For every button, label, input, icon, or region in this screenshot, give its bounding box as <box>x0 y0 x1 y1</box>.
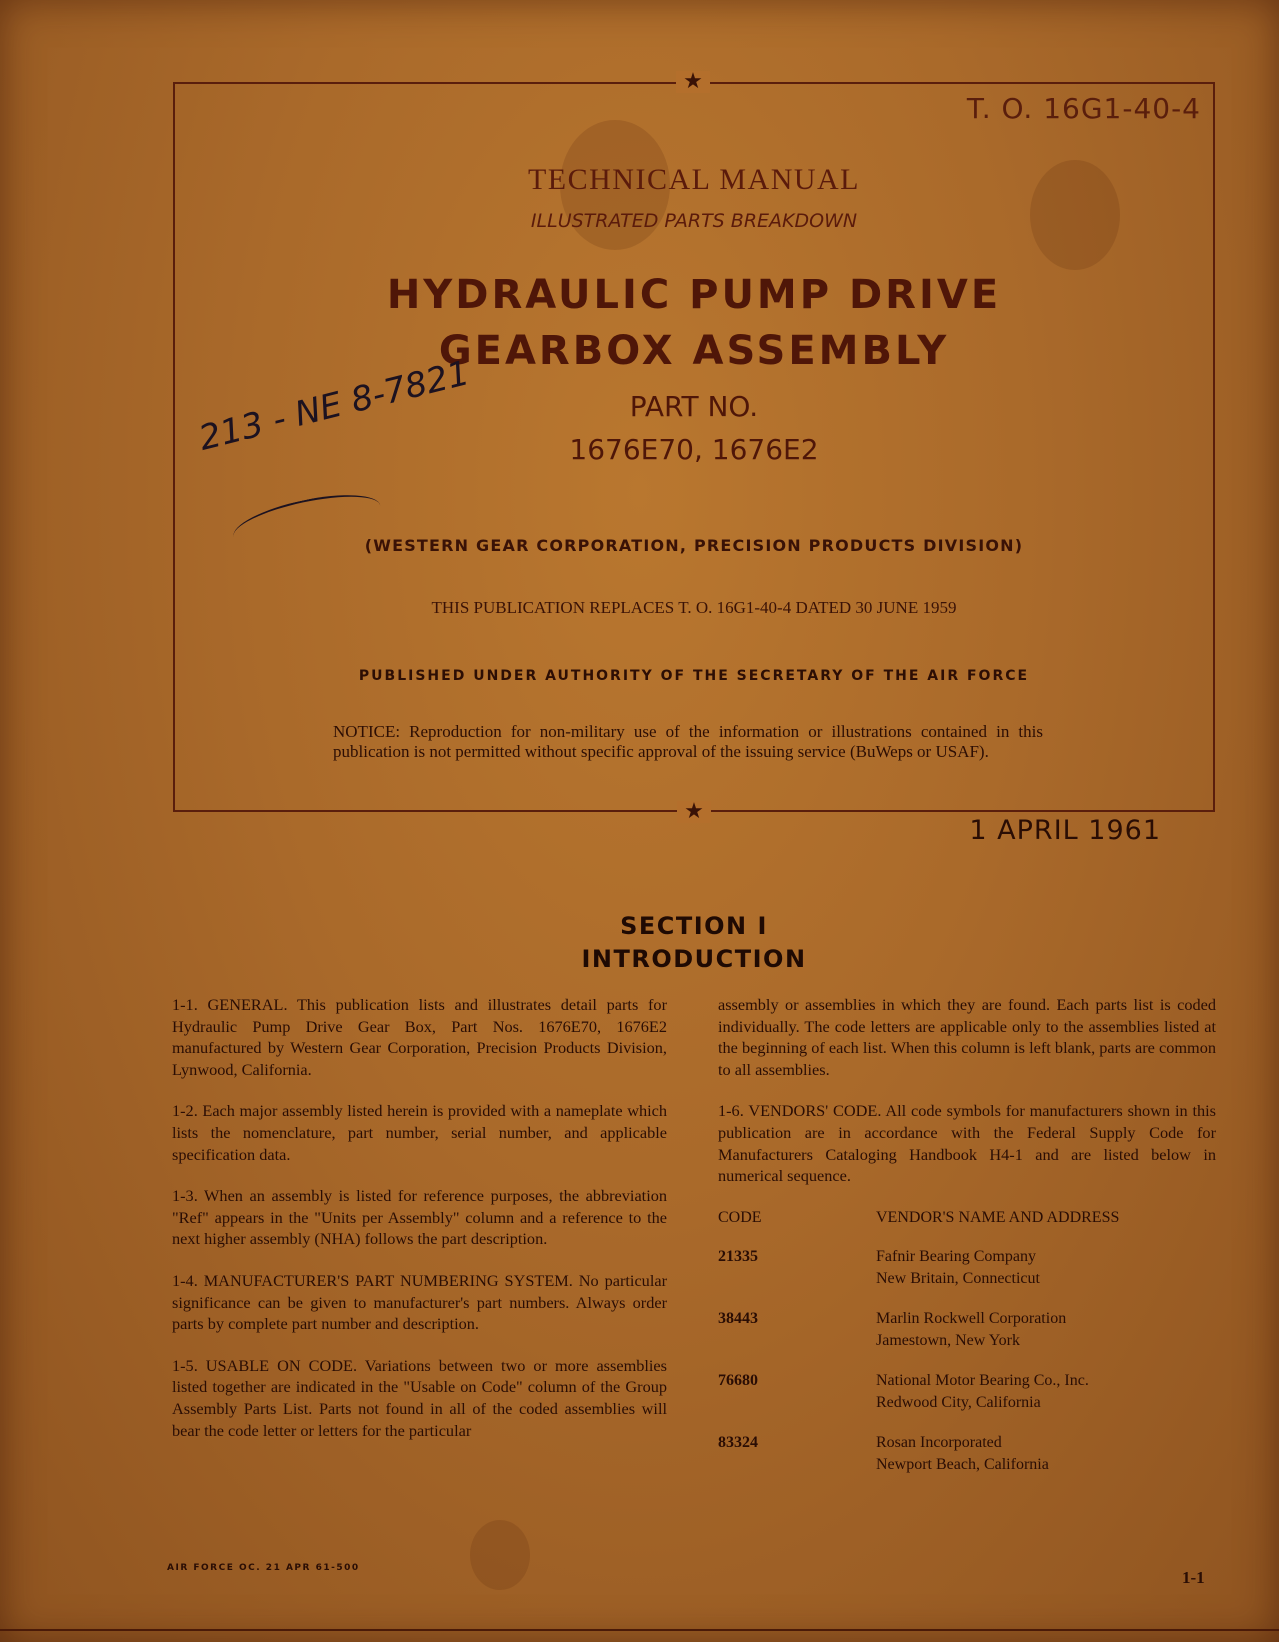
vendor-code: 76680 <box>718 1372 758 1390</box>
reproduction-notice: NOTICE: Reproduction for non-military use of the information or illustrations contained in this publication is not permitted without specific approval of the issuing service (BuWeps or USAF). <box>333 722 1043 761</box>
star-icon: ★ <box>677 801 711 823</box>
vendor-address: Newport Beach, California <box>876 1456 1049 1474</box>
vendor-address: New Britain, Connecticut <box>876 1270 1040 1288</box>
table-row <box>718 1308 1216 1370</box>
paragraph-1-5: 1-5. USABLE ON CODE. Variations between two or more assemblies listed together are indicated in the "Usable on Code" column of the Group Assembly Parts List. Parts not found in all of the coded assemblies will bear the code letter or letters for the particular <box>172 1355 667 1440</box>
manual-type: TECHNICAL MANUAL <box>527 163 861 196</box>
vendor-info <box>876 1308 1216 1370</box>
bottom-rule <box>0 1629 1279 1631</box>
vendor-code: 21335 <box>718 1248 758 1266</box>
paragraph-1-2: 1-2. Each major assembly listed herein is provided with a nameplate which lists the nomenclature, part number, serial number, and applicable specification data. <box>172 1101 667 1164</box>
part-numbers: 1676E70, 1676E2 <box>569 433 819 466</box>
fingerprint-stain <box>470 1520 530 1590</box>
vendor-name: National Motor Bearing Co., Inc. <box>876 1372 1089 1390</box>
star-icon: ★ <box>676 71 710 93</box>
paragraph-1-6: 1-6. VENDORS' CODE. All code symbols for manufacturers shown in this publication are in accordance with the Federal Supply Code for Manufacturers Cataloging Handbook H4-1 and are listed below in numerical sequence. <box>718 1101 1216 1186</box>
section-number: SECTION I <box>620 912 768 940</box>
vendor-name: Rosan Incorporated <box>876 1434 1002 1452</box>
table-row <box>718 1246 1216 1308</box>
vendor-address: Jamestown, New York <box>876 1332 1020 1350</box>
vendor-info <box>876 1370 1216 1432</box>
vendor-info <box>876 1246 1216 1308</box>
paragraph-1-4: 1-4. MANUFACTURER'S PART NUMBERING SYSTEM. No particular significance can be given to manufacturer's part numbers. Always order parts by complete part number and description. <box>172 1270 667 1334</box>
document-title-line2: GEARBOX ASSEMBLY <box>438 328 950 374</box>
page-number: 1-1 <box>1182 1568 1205 1587</box>
publication-date: 1 APRIL 1961 <box>969 815 1161 846</box>
supersedes-notice: THIS PUBLICATION REPLACES T. O. 16G1-40-4 DATED 30 JUNE 1959 <box>431 598 957 617</box>
part-number-label: PART NO. <box>629 390 759 423</box>
document-title-line1: HYDRAULIC PUMP DRIVE <box>386 272 1002 318</box>
vendor-address: Redwood City, California <box>876 1394 1041 1412</box>
manual-subtype: ILLUSTRATED PARTS BREAKDOWN <box>530 210 858 232</box>
right-column <box>718 994 1216 1494</box>
technical-order-number: T. O. 16G1-40-4 <box>966 92 1201 125</box>
table-header-row <box>718 1207 1216 1247</box>
column-header-code: CODE <box>718 1208 762 1226</box>
section-title: INTRODUCTION <box>581 945 807 973</box>
vendor-name: Fafnir Bearing Company <box>876 1248 1036 1266</box>
left-column <box>172 994 667 1461</box>
vendor-info <box>876 1432 1216 1494</box>
column-header-vendor: VENDOR'S NAME AND ADDRESS <box>876 1208 1120 1226</box>
vendor-code: 83324 <box>718 1434 758 1452</box>
paragraph-1-1: 1-1. GENERAL. This publication lists and illustrates detail parts for Hydraulic Pump Drive Gear Box, Part Nos. 1676E70, 1676E2 manufactured by Western Gear Corporation, Precision Products Division, Lynwood, California. <box>172 995 667 1079</box>
paragraph-1-3: 1-3. When an assembly is listed for reference purposes, the abbreviation "Ref" appears in the "Units per Assembly" column and a reference to the next higher assembly (NHA) follows the part description. <box>172 1186 667 1249</box>
vendor-code-table <box>718 1207 1216 1495</box>
table-row <box>718 1432 1216 1494</box>
table-row <box>718 1370 1216 1432</box>
authority-statement: PUBLISHED UNDER AUTHORITY OF THE SECRETARY OF THE AIR FORCE <box>358 668 1030 684</box>
printer-imprint: AIR FORCE OC. 21 APR 61-500 <box>167 1563 360 1573</box>
vendor-name: Marlin Rockwell Corporation <box>876 1310 1067 1328</box>
handwritten-note: 213 - NE 8-7821 <box>195 353 474 459</box>
paragraph-1-5-continued: assembly or assemblies in which they are found. Each parts list is coded individually. The code letters are applicable only to the assemblies listed at the beginning of each list. When this column is left blank, parts are common to all assemblies. <box>718 995 1216 1079</box>
vendor-code: 38443 <box>718 1310 758 1328</box>
manufacturer: (WESTERN GEAR CORPORATION, PRECISION PRODUCTS DIVISION) <box>364 536 1024 555</box>
